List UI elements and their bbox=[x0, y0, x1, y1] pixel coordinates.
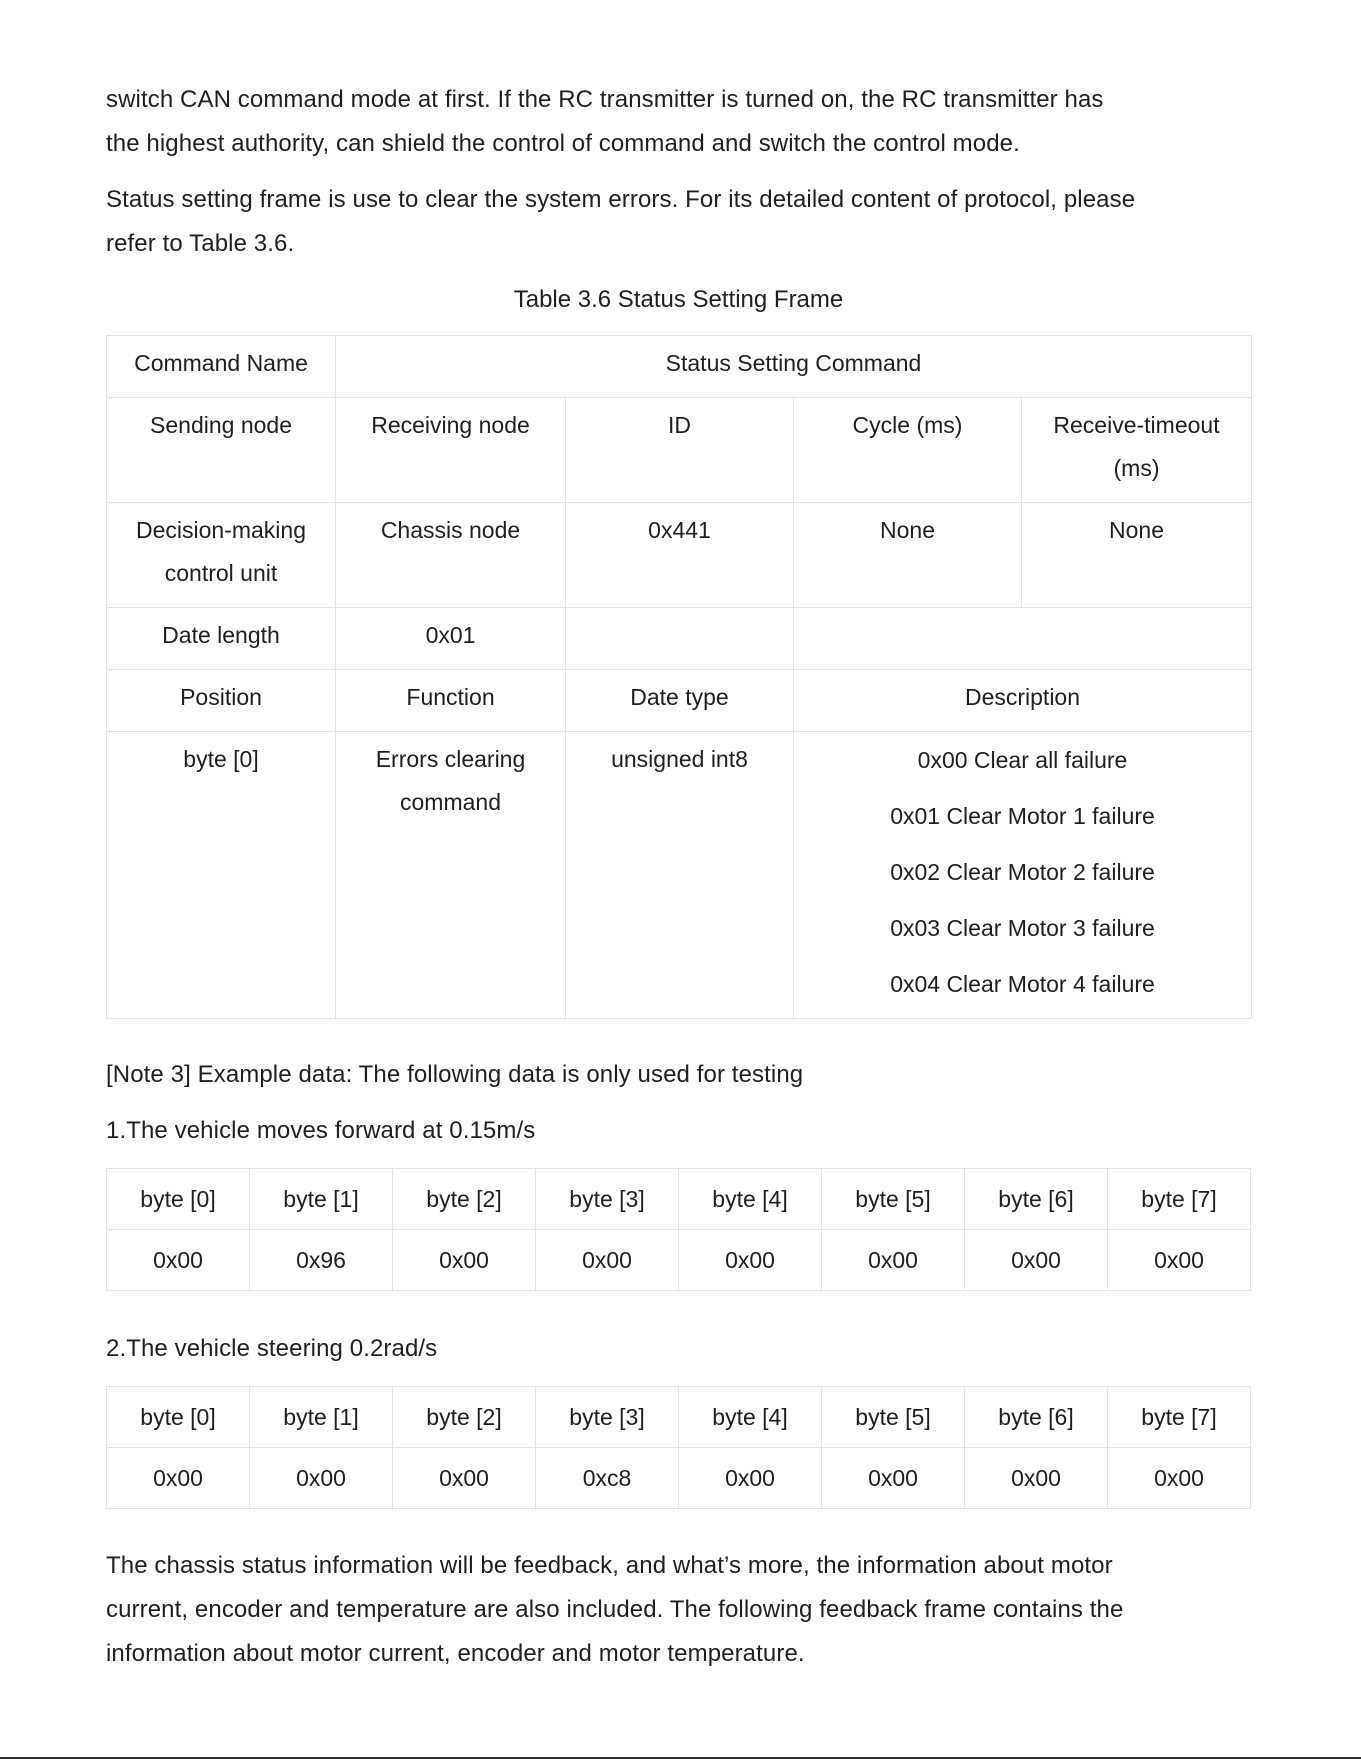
outro-line-1: The chassis status information will be feedback, and what’s more, the information about motor bbox=[106, 1552, 1113, 1579]
value-receiving-node: Chassis node bbox=[336, 503, 566, 608]
byte-header: byte [0] bbox=[107, 1169, 250, 1230]
value-sending-node-line-2: control unit bbox=[164, 560, 278, 586]
row-description bbox=[794, 732, 1252, 1019]
byte-value: 0x00 bbox=[250, 1448, 393, 1509]
intro-line-2: the highest authority, can shield the control of command and switch the control mode. bbox=[106, 130, 1020, 157]
byte-header: byte [4] bbox=[679, 1169, 822, 1230]
table-row bbox=[107, 398, 1252, 503]
value-id: 0x441 bbox=[566, 503, 794, 608]
byte-header: byte [3] bbox=[536, 1387, 679, 1448]
byte-value: 0x96 bbox=[250, 1230, 393, 1291]
description-line: 0x02 Clear Motor 2 failure bbox=[890, 859, 1155, 885]
empty-cell bbox=[566, 608, 794, 670]
table-row bbox=[107, 670, 1252, 732]
byte-value: 0x00 bbox=[393, 1230, 536, 1291]
byte-header: byte [7] bbox=[1108, 1387, 1251, 1448]
empty-cell bbox=[794, 608, 1252, 670]
description-line: 0x04 Clear Motor 4 failure bbox=[890, 971, 1155, 997]
header-receiving-node: Receiving node bbox=[336, 398, 566, 503]
byte-header: byte [6] bbox=[965, 1169, 1108, 1230]
byte-value: 0x00 bbox=[536, 1230, 679, 1291]
date-length-value: 0x01 bbox=[336, 608, 566, 670]
byte-header: byte [2] bbox=[393, 1169, 536, 1230]
table-caption: Table 3.6 Status Setting Frame bbox=[513, 286, 844, 313]
byte-header: byte [0] bbox=[107, 1387, 250, 1448]
example-2-title: 2.The vehicle steering 0.2rad/s bbox=[106, 1335, 438, 1362]
row-date-type: unsigned int8 bbox=[566, 732, 794, 1019]
intro-line-1: switch CAN command mode at first. If the RC transmitter is turned on, the RC transmitter has bbox=[106, 86, 1104, 113]
table-row bbox=[107, 503, 1252, 608]
byte-value: 0x00 bbox=[107, 1230, 250, 1291]
outro-line-3: information about motor current, encoder and motor temperature. bbox=[106, 1640, 805, 1667]
byte-value: 0x00 bbox=[822, 1230, 965, 1291]
example-2-table bbox=[106, 1386, 1251, 1509]
table-row bbox=[107, 1448, 1251, 1509]
table-row bbox=[107, 732, 1252, 1019]
status-setting-table bbox=[106, 335, 1252, 1019]
table-row bbox=[107, 1387, 1251, 1448]
byte-value: 0x00 bbox=[822, 1448, 965, 1509]
row-position: byte [0] bbox=[107, 732, 336, 1019]
byte-header: byte [1] bbox=[250, 1387, 393, 1448]
byte-header: byte [3] bbox=[536, 1169, 679, 1230]
header-receive-timeout-line-2: (ms) bbox=[1113, 455, 1160, 481]
byte-header: byte [2] bbox=[393, 1387, 536, 1448]
field-header-position: Position bbox=[107, 670, 336, 732]
command-name-value: Status Setting Command bbox=[336, 336, 1252, 398]
byte-value: 0x00 bbox=[965, 1448, 1108, 1509]
field-header-description: Description bbox=[794, 670, 1252, 732]
table-row bbox=[107, 1169, 1251, 1230]
row-function-line-1: Errors clearing bbox=[375, 746, 526, 772]
value-sending-node bbox=[107, 503, 336, 608]
description-line: 0x00 Clear all failure bbox=[917, 747, 1128, 773]
table-row bbox=[107, 336, 1252, 398]
example-1-table bbox=[106, 1168, 1251, 1291]
header-receive-timeout-line-1: Receive-timeout bbox=[1053, 412, 1220, 438]
byte-header: byte [1] bbox=[250, 1169, 393, 1230]
row-function-line-2: command bbox=[400, 789, 501, 815]
byte-header: byte [7] bbox=[1108, 1169, 1251, 1230]
field-header-function: Function bbox=[336, 670, 566, 732]
byte-value: 0x00 bbox=[965, 1230, 1108, 1291]
value-cycle: None bbox=[794, 503, 1022, 608]
byte-value: 0x00 bbox=[1108, 1230, 1251, 1291]
row-function bbox=[336, 732, 566, 1019]
intro-line-3: Status setting frame is use to clear the system errors. For its detailed content of protocol, please bbox=[106, 186, 1136, 213]
example-1-title: 1.The vehicle moves forward at 0.15m/s bbox=[106, 1117, 536, 1144]
date-length-label: Date length bbox=[107, 608, 336, 670]
byte-value: 0xc8 bbox=[536, 1448, 679, 1509]
value-receive-timeout: None bbox=[1022, 503, 1252, 608]
description-line: 0x01 Clear Motor 1 failure bbox=[890, 803, 1155, 829]
byte-value: 0x00 bbox=[393, 1448, 536, 1509]
header-receive-timeout bbox=[1022, 398, 1252, 503]
byte-header: byte [5] bbox=[822, 1387, 965, 1448]
description-line: 0x03 Clear Motor 3 failure bbox=[890, 915, 1155, 941]
byte-header: byte [4] bbox=[679, 1387, 822, 1448]
header-sending-node: Sending node bbox=[107, 398, 336, 503]
header-id: ID bbox=[566, 398, 794, 503]
value-sending-node-line-1: Decision-making bbox=[135, 517, 306, 543]
header-cycle: Cycle (ms) bbox=[794, 398, 1022, 503]
intro-line-4: refer to Table 3.6. bbox=[106, 230, 295, 257]
byte-header: byte [6] bbox=[965, 1387, 1108, 1448]
table-row bbox=[107, 608, 1252, 670]
command-name-label: Command Name bbox=[107, 336, 336, 398]
byte-value: 0x00 bbox=[679, 1448, 822, 1509]
field-header-date-type: Date type bbox=[566, 670, 794, 732]
note-text: [Note 3] Example data: The following data is only used for testing bbox=[106, 1061, 804, 1088]
outro-line-2: current, encoder and temperature are also included. The following feedback frame contains the bbox=[106, 1596, 1124, 1623]
table-row bbox=[107, 1230, 1251, 1291]
byte-value: 0x00 bbox=[679, 1230, 822, 1291]
byte-header: byte [5] bbox=[822, 1169, 965, 1230]
page-bottom-rule bbox=[0, 1757, 1361, 1759]
byte-value: 0x00 bbox=[1108, 1448, 1251, 1509]
byte-value: 0x00 bbox=[107, 1448, 250, 1509]
